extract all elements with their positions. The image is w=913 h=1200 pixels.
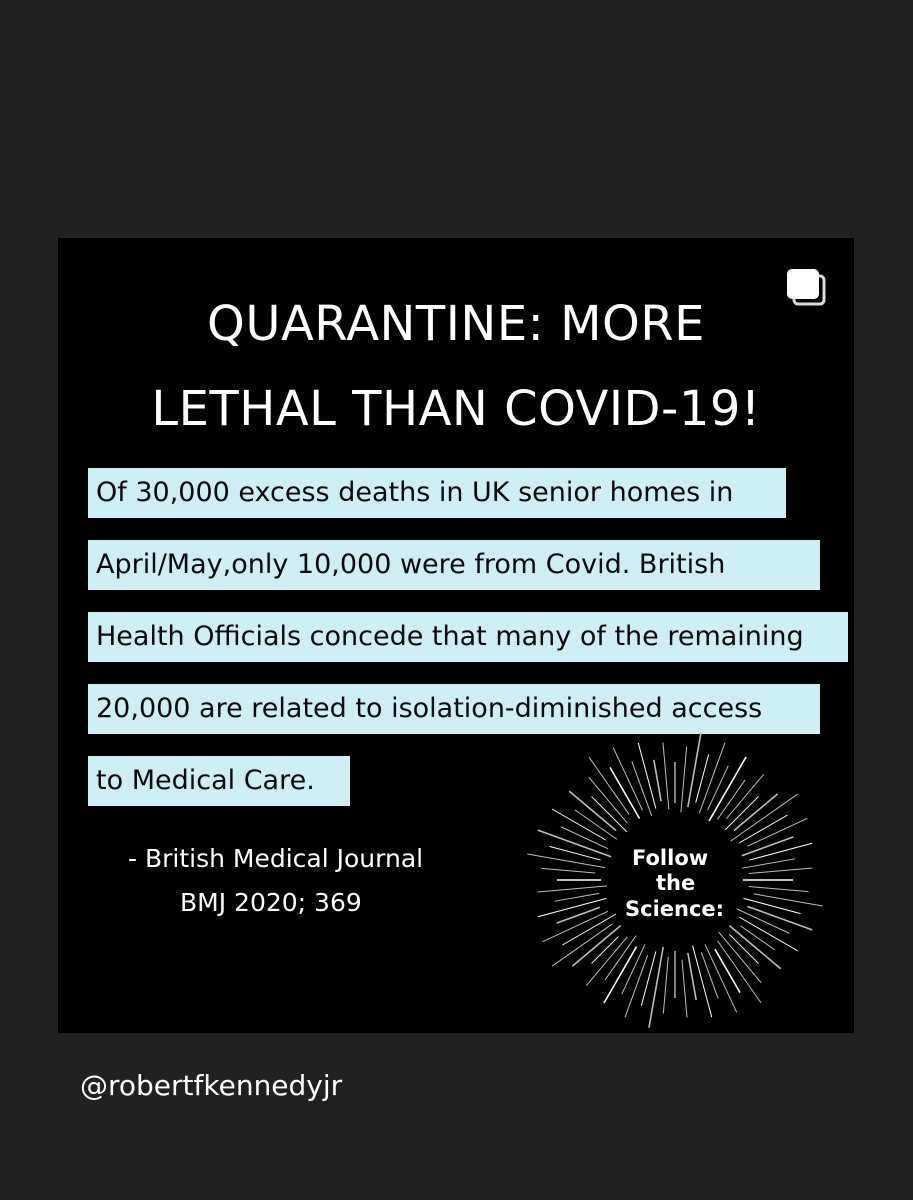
highlighted-text-line: Health Officials concede that many of the remaining [88, 612, 848, 662]
starburst-ray [696, 754, 709, 802]
follow-the-science-text: Science: [625, 897, 725, 921]
starburst-ray [749, 843, 812, 860]
follow-the-science-text: the [656, 871, 696, 895]
starburst-ray [589, 757, 629, 814]
highlighted-text-line: Of 30,000 excess deaths in UK senior homes in [88, 468, 786, 518]
citation-reference: BMJ 2020; 369 [180, 888, 362, 917]
starburst-ray [638, 743, 656, 809]
starburst-ray [688, 953, 696, 1000]
starburst-ray [549, 846, 600, 860]
starburst-ray [708, 766, 729, 810]
starburst-ray [625, 955, 648, 1017]
starburst-ray [682, 960, 687, 1018]
starburst-ray [719, 932, 761, 983]
starburst-ray [749, 868, 813, 874]
follow-the-science-text: Follow [632, 846, 709, 870]
starburst-ray [681, 747, 687, 813]
highlighted-text-line: to Medical Care. [88, 756, 350, 806]
starburst-ray [729, 926, 780, 969]
highlighted-text-line: 20,000 are related to isolation-diminished access [88, 684, 820, 734]
starburst-ray [592, 937, 619, 964]
account-username[interactable]: @robertfkennedyjr [80, 1069, 343, 1102]
highlighted-text-line: April/May,only 10,000 were from Covid. British [88, 540, 820, 590]
starburst-ray [654, 760, 661, 801]
starburst-ray [693, 946, 712, 1017]
starburst-ray [717, 941, 761, 1003]
starburst-ray [572, 926, 620, 966]
starburst-ray [552, 924, 612, 966]
starburst-ray [701, 952, 718, 998]
starburst-ray [663, 743, 669, 810]
starburst-ray [527, 854, 605, 868]
starburst-ray [741, 926, 775, 950]
starburst-ray [538, 898, 607, 916]
headline-line-1: QUARANTINE: MORE [207, 296, 705, 352]
starburst-ray [688, 732, 701, 807]
starburst-ray [742, 837, 794, 856]
citation-source: - British Medical Journal [128, 844, 424, 873]
starburst-ray [542, 868, 596, 873]
starburst-ray [586, 937, 627, 986]
starburst-ray [649, 947, 663, 1028]
headline-line-2: LETHAL THAN COVID-19! [151, 381, 761, 437]
starburst-ray [699, 743, 725, 813]
starburst-ray [555, 893, 599, 901]
starburst-ray [749, 886, 809, 891]
starburst-ray [538, 886, 608, 892]
starburst-ray [663, 957, 668, 1014]
